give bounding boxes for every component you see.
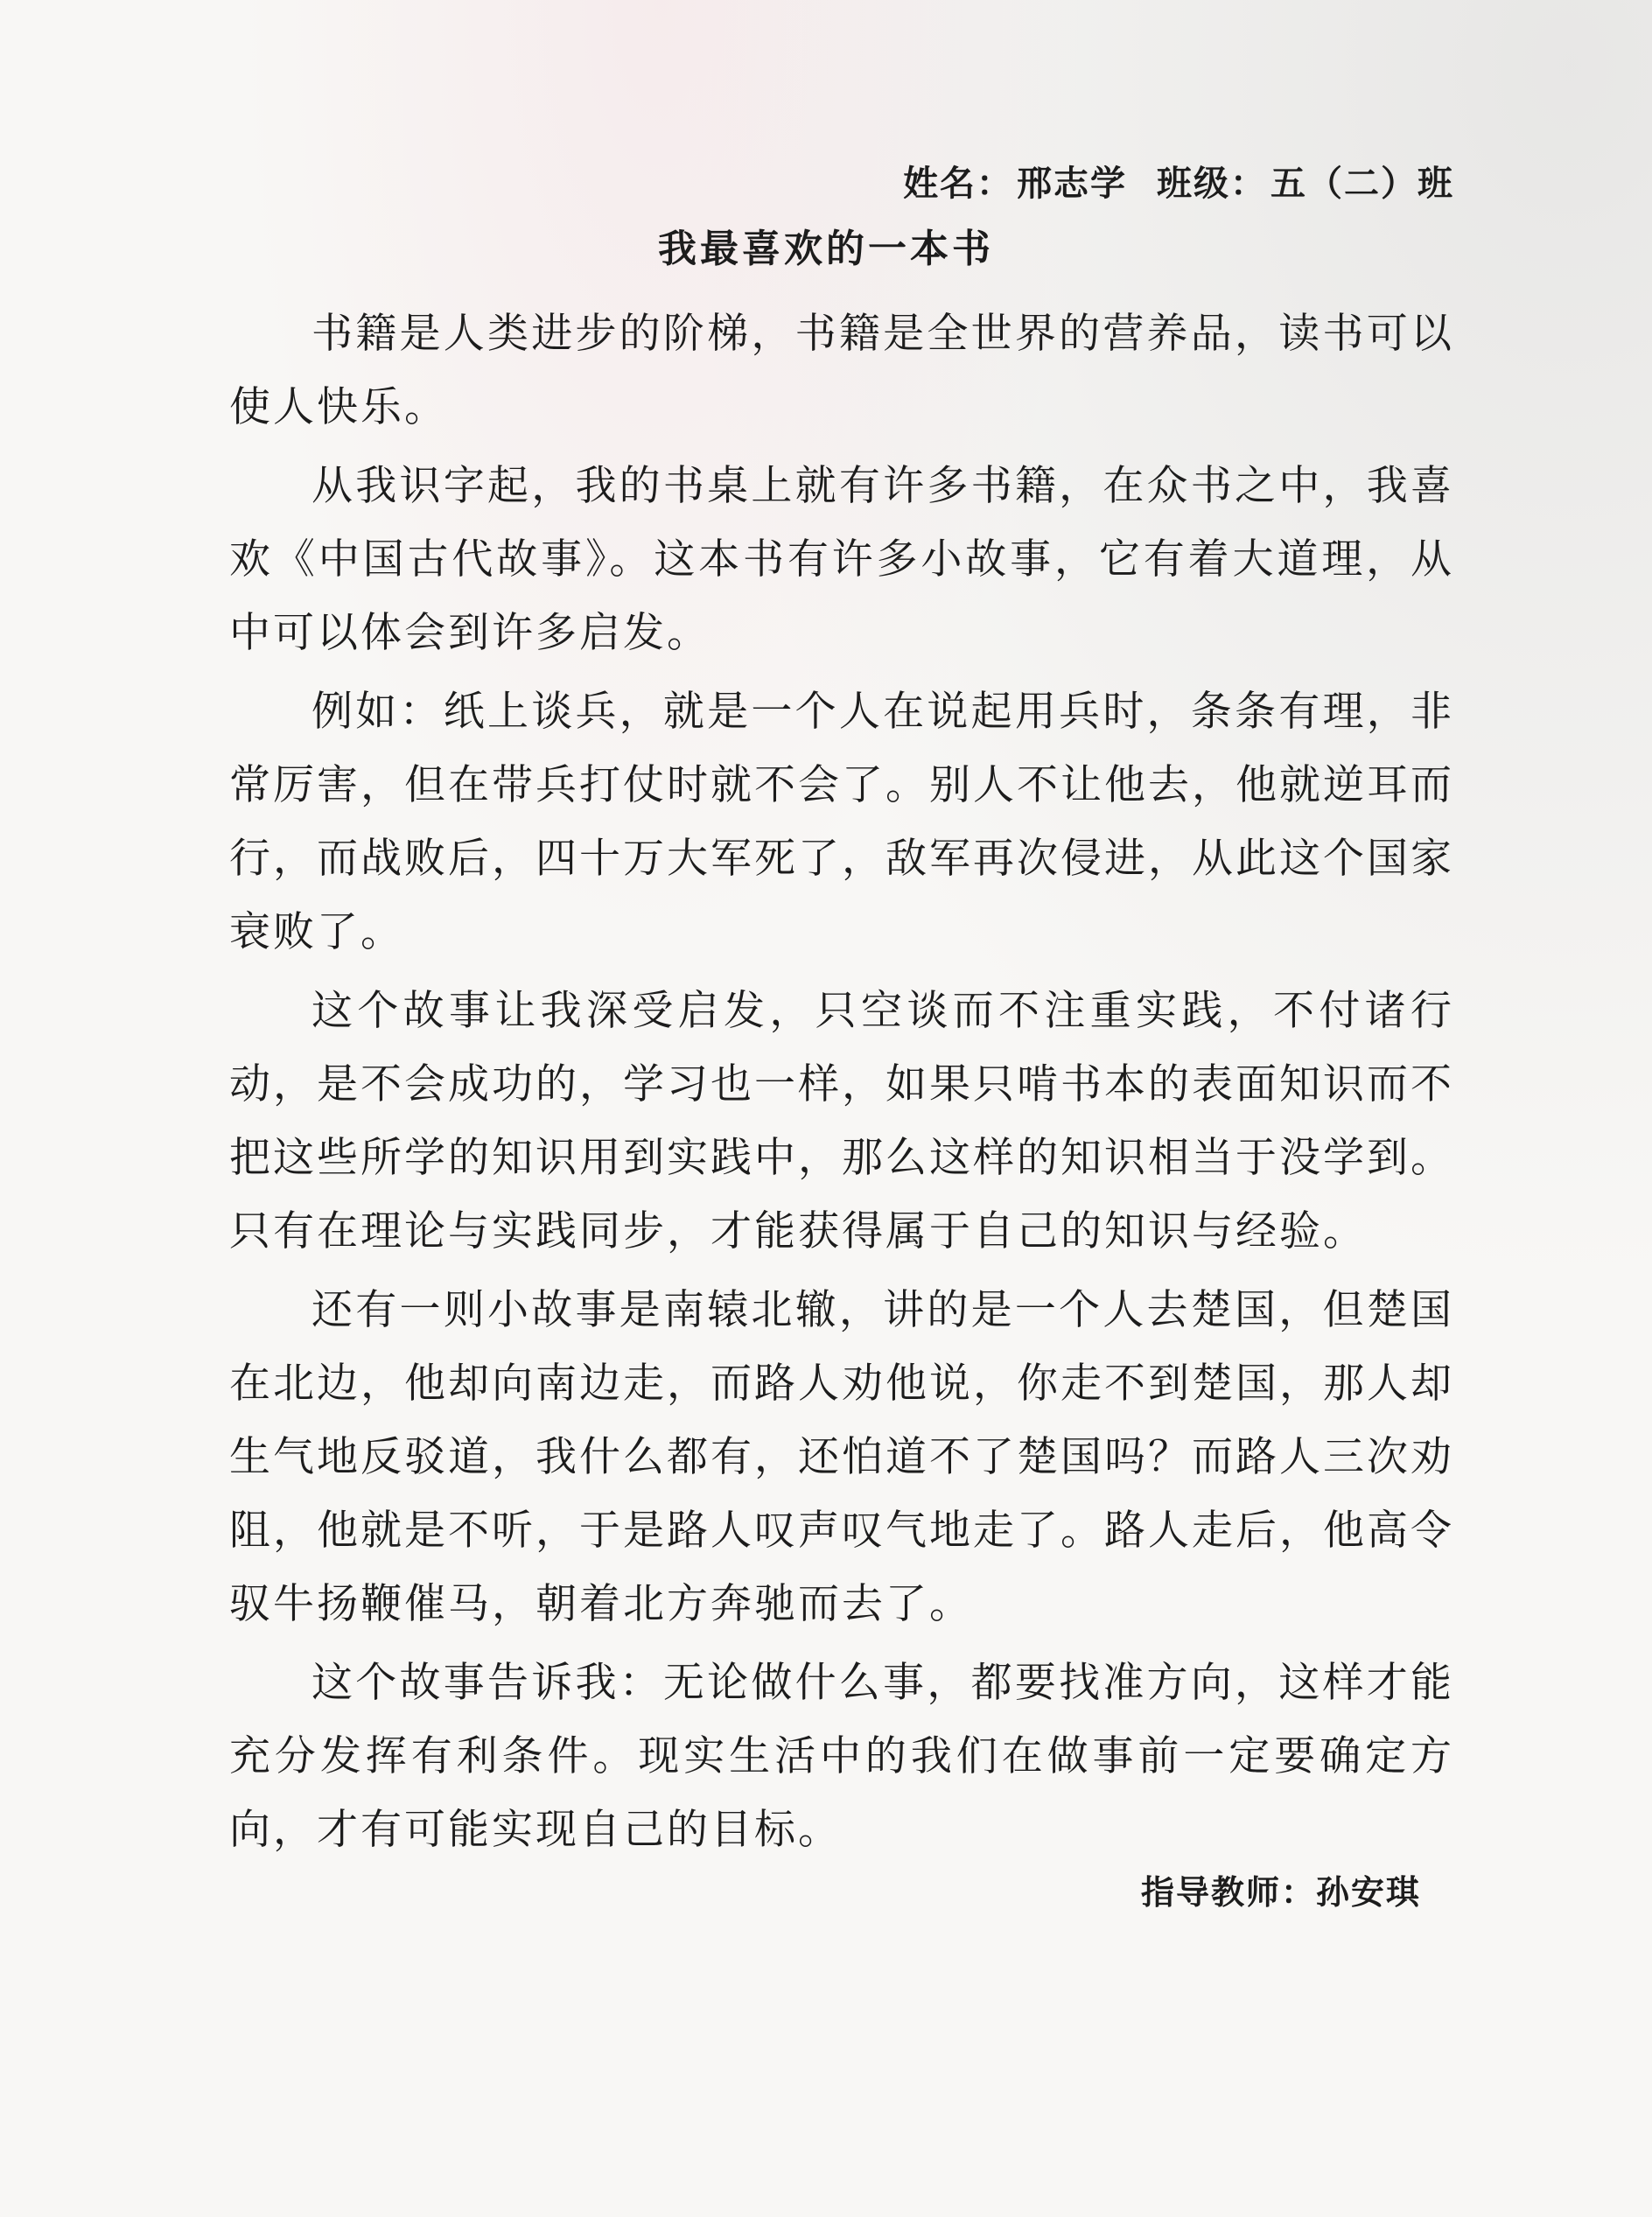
paragraph-4: 这个故事让我深受启发，只空谈而不注重实践，不付诸行动，是不会成功的，学习也一样，如果只啃书本的表面知识而不把这些所学的知识用到实践中，那么这样的知识相当于没学到。只有在理论与实践同步，才能获得属于自己的知识与经验。	[229, 987, 1454, 1255]
essay-title: 我最喜欢的一本书	[658, 227, 994, 271]
student-info	[900, 156, 1454, 206]
class-label: 班级：	[1157, 163, 1267, 204]
name-value: 邢志学	[1017, 163, 1128, 204]
paragraph-3: 例如：纸上谈兵，就是一个人在说起用兵时，条条有理，非常厉害，但在带兵打仗时就不会了。别人不让他去，他就逆耳而行，而战败后，四十万大军死了，敌军再次侵进，从此这个国家衰败了。	[229, 688, 1454, 956]
teacher-label: 指导教师：	[1140, 1872, 1316, 1912]
paragraph-5: 还有一则小故事是南辕北辙，讲的是一个人去楚国，但楚国在北边，他却向南边走，而路人劝他说，你走不到楚国，那人却生气地反驳道，我什么都有，还怕道不了楚国吗？而路人三次劝阻，他就是不听，于是路人叹声叹气地走了。路人走后，他高令驭牛扬鞭催马，朝着北方奔驰而去了。	[229, 1286, 1454, 1628]
name-label: 姓名：	[903, 163, 1014, 204]
paragraph-6: 这个故事告诉我：无论做什么事，都要找准方向，这样才能充分发挥有利条件。现实生活中的我们在做事前一定要确定方向，才有可能实现自己的目标。	[229, 1659, 1454, 1854]
teacher-name: 孙安琪	[1315, 1872, 1421, 1912]
teacher-signature	[1141, 1865, 1421, 1913]
paragraph-1: 书籍是人类进步的阶梯，书籍是全世界的营养品，读书可以使人快乐。	[229, 310, 1454, 431]
paragraph-2: 从我识字起，我的书桌上就有许多书籍，在众书之中，我喜欢《中国古代故事》。这本书有许多小故事，它有着大道理，从中可以体会到许多启发。	[229, 462, 1454, 657]
class-value: 五（二）班	[1270, 163, 1454, 204]
essay-body	[229, 297, 1454, 1867]
